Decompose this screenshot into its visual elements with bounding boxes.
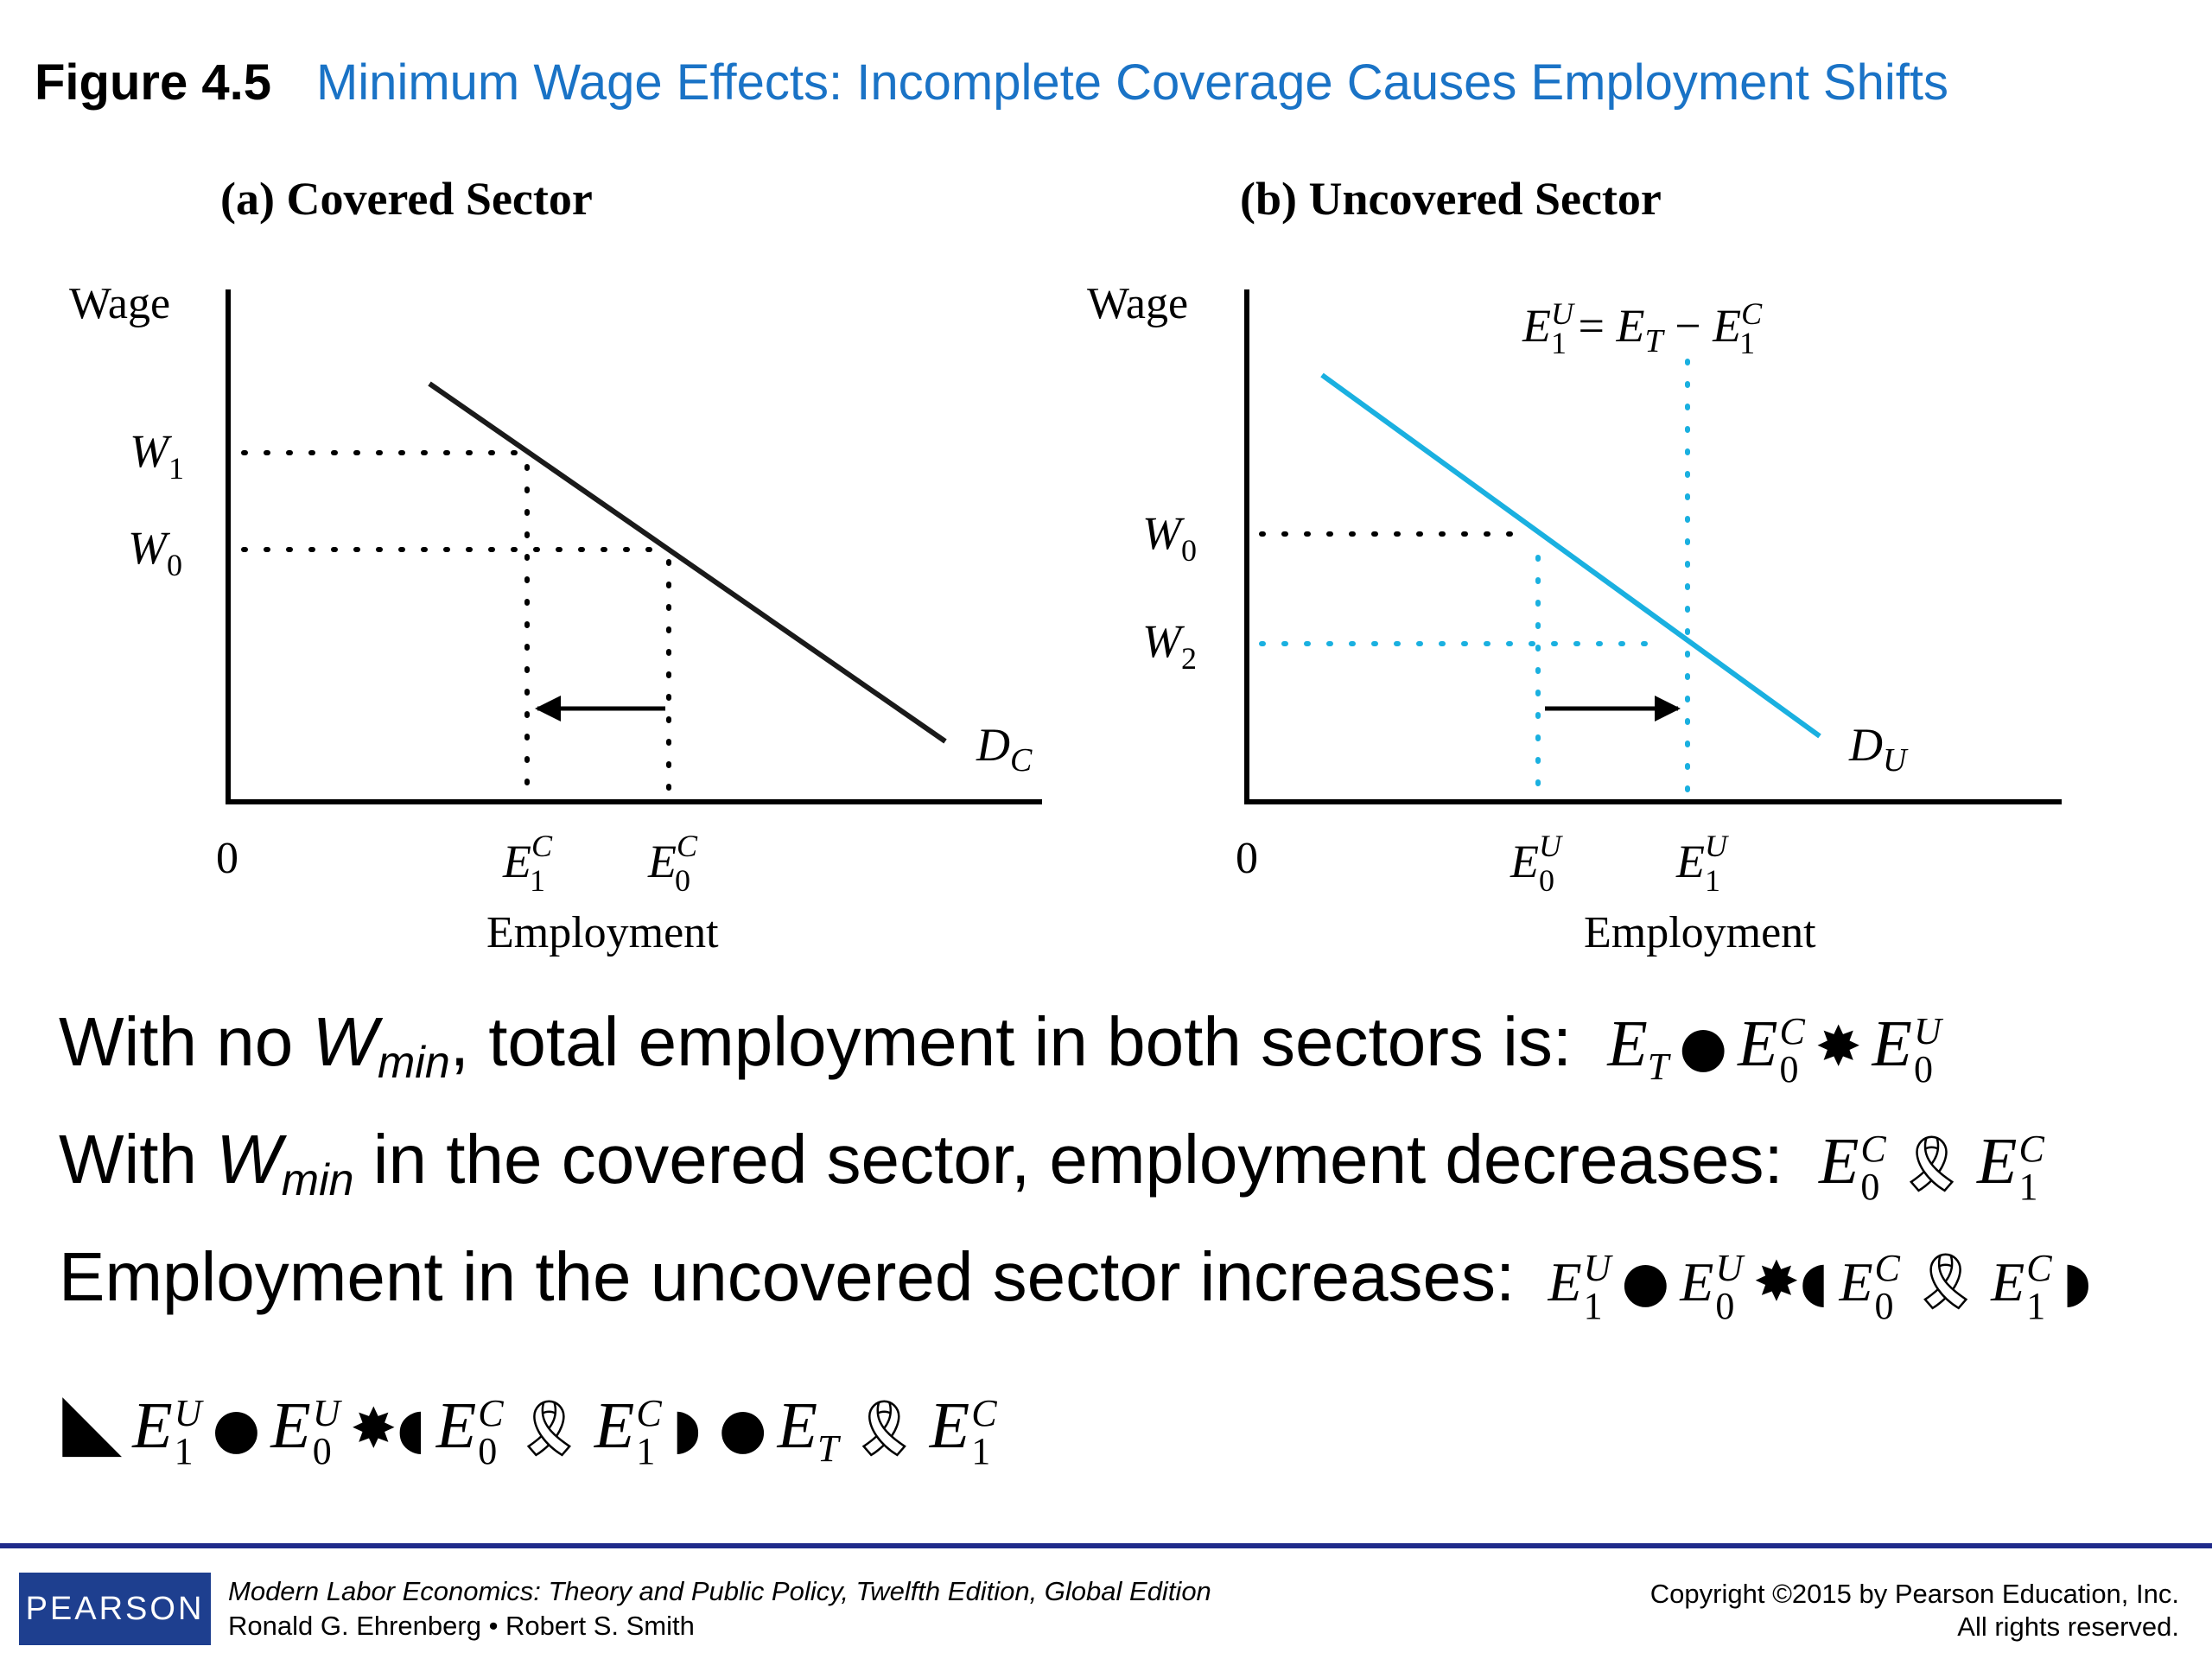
panel-a-w0-label: $W_0$ — [128, 522, 182, 582]
panel-b-curve-label: $D_U$ — [1849, 719, 1907, 779]
line1-w: W — [312, 1003, 378, 1080]
panel-b-x-label: Employment — [1584, 908, 1816, 957]
line2-equation: E C 0 🎗 E C 1 — [1802, 1125, 2044, 1208]
book-credit — [228, 1574, 1211, 1643]
line2-prefix: With — [59, 1121, 217, 1198]
line1-equation: $E_T$ ● E C 0 ✸ E U 0 — [1591, 1007, 1942, 1090]
text-line-1 — [59, 1002, 1942, 1089]
text-line-4 — [62, 1376, 997, 1471]
figure-caption: Minimum Wage Effects: Incomplete Coverage Causes Employment Shifts — [315, 54, 1948, 111]
panel-a-title: (a) Covered Sector — [220, 173, 593, 225]
line4-equation: ◣ E U 1 ● E U 0 ✸◖ E C 0 🎗 E C 1 ◗ ● $E_T$ 🎗 E C 1 — [62, 1376, 997, 1472]
line2-suffix: in the covered sector, employment decreases: — [353, 1121, 1783, 1198]
panel-b-w2-label: $W_2$ — [1142, 615, 1197, 676]
panel-a-e1c-label: $E^C$ 1 — [503, 829, 553, 898]
panel-b-title: (b) Uncovered Sector — [1240, 173, 1662, 225]
copyright — [1650, 1578, 2179, 1643]
panel-b-annotation: $E^U$ $1 = E_T - E^C$ 1 — [1522, 296, 1763, 360]
book-authors: Ronald G. Ehrenberg • Robert S. Smith — [228, 1611, 695, 1641]
line2-w: W — [216, 1121, 282, 1198]
panel-a-demand-curve — [429, 384, 945, 741]
panel-b-e1u-label: $E^U$ 1 — [1676, 829, 1727, 898]
line1-suffix: , total employment in both sectors is: — [449, 1003, 1573, 1080]
figure-number: Figure 4.5 — [35, 54, 271, 111]
line3-text: Employment in the uncovered sector increases: — [59, 1238, 1516, 1315]
panel-b-y-label: Wage — [1087, 279, 1189, 328]
pearson-logo: PEARSON — [19, 1573, 211, 1645]
footer-rule — [0, 1543, 2212, 1548]
panel-a — [69, 173, 1042, 957]
copyright-line-1: Copyright ©2015 by Pearson Education, Inc. — [1649, 1579, 2179, 1609]
panel-a-y-label: Wage — [69, 279, 171, 328]
text-line-2 — [59, 1120, 2044, 1206]
panel-b-demand-curve — [1322, 375, 1820, 736]
line1-prefix: With no — [59, 1003, 313, 1080]
line1-sub: min — [377, 1038, 450, 1088]
panel-a-curve-label: $D_C$ — [976, 719, 1033, 779]
book-title: Modern Labor Economics: Theory and Public Policy, Twelfth Edition, Global Edition — [228, 1576, 1211, 1606]
panel-b-origin: 0 — [1236, 834, 1258, 883]
panel-a-origin: 0 — [216, 834, 238, 883]
line3-equation: E U 1 ● E U 0 ✸◖ E C 0 🎗 E C 1 ◗ — [1534, 1247, 2092, 1328]
panel-b — [1087, 173, 2062, 957]
line2-sub: min — [281, 1155, 354, 1205]
panel-b-w0-label: $W_0$ — [1142, 507, 1197, 568]
panel-a-e0c-label: $E^C$ 0 — [648, 829, 698, 898]
text-line-3 — [59, 1237, 2101, 1328]
panel-a-x-label: Employment — [486, 908, 719, 957]
panel-b-e0u-label: $E^U$ 0 — [1510, 829, 1561, 898]
copyright-line-2: All rights reserved. — [1957, 1611, 2179, 1642]
panel-a-w1-label: $W_1$ — [130, 425, 184, 486]
